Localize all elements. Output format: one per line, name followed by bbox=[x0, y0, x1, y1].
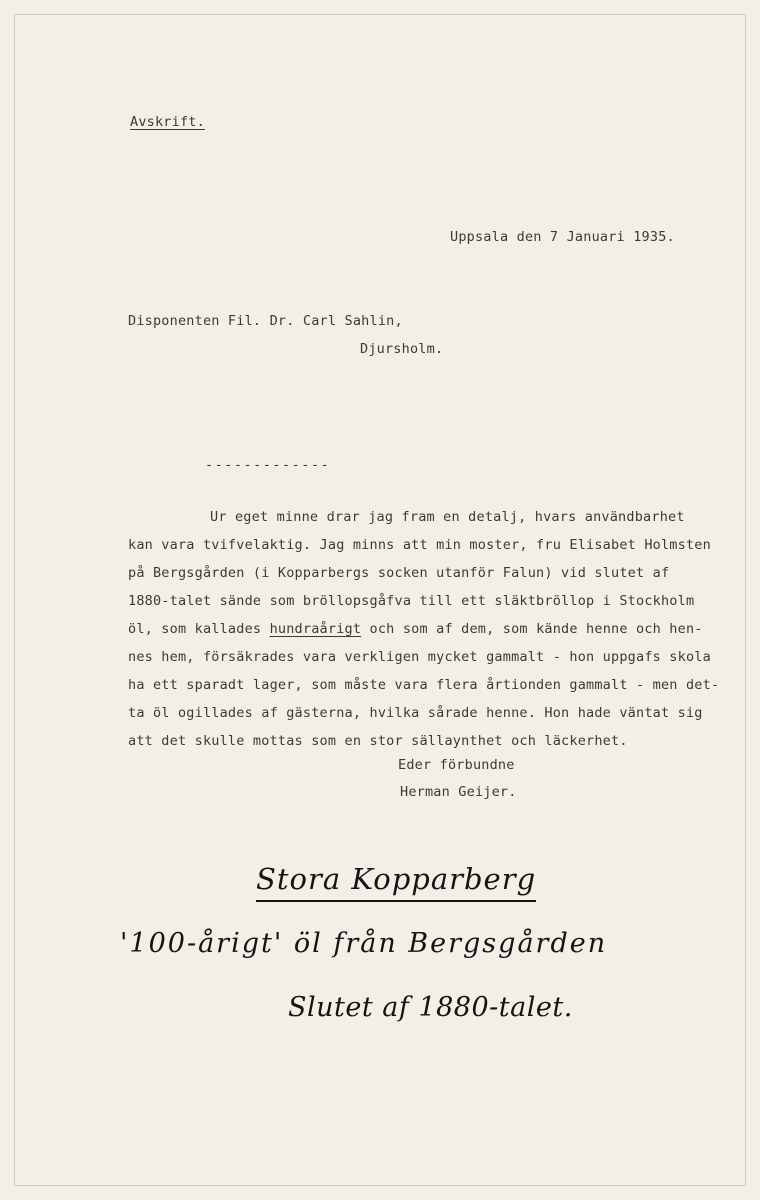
body-line: Ur eget minne drar jag fram en detalj, hvars användbarhet bbox=[210, 509, 685, 525]
body-text: öl, som kallades bbox=[128, 621, 270, 637]
body-line: att det skulle mottas som en stor sällaynthet och läckerhet. bbox=[128, 733, 628, 749]
body-text: och som af dem, som kände henne och hen- bbox=[361, 621, 703, 637]
body-line: ta öl ogillades af gästerna, hvilka sårade henne. Hon hade väntat sig bbox=[128, 705, 703, 721]
addressee: Disponenten Fil. Dr. Carl Sahlin, bbox=[128, 313, 403, 329]
body-line: på Bergsgården (i Kopparbergs socken utanför Falun) vid slutet af bbox=[128, 565, 670, 581]
document-heading: Avskrift. bbox=[130, 114, 205, 130]
addressee-location: Djursholm. bbox=[360, 341, 444, 357]
body-line bbox=[128, 615, 718, 643]
letter-body bbox=[128, 503, 718, 755]
body-line: ha ett sparadt lager, som måste vara flera årtionden gammalt - men det- bbox=[128, 677, 720, 693]
separator-line: ------------- bbox=[205, 457, 331, 473]
underlined-word: hundraårigt bbox=[269, 621, 362, 637]
body-line: nes hem, försäkrades vara verkligen mycket gammalt - hon uppgafs skola bbox=[128, 649, 711, 665]
handwritten-note: '100-årigt' öl från Bergsgården bbox=[120, 928, 608, 959]
body-line: 1880-talet sände som bröllopsgåfva till ett släktbröllop i Stockholm bbox=[128, 593, 695, 609]
place-and-date: Uppsala den 7 Januari 1935. bbox=[450, 229, 675, 245]
handwritten-title: Stora Kopparberg bbox=[256, 862, 536, 902]
closing-phrase: Eder förbundne bbox=[398, 757, 515, 773]
body-line: kan vara tvifvelaktig. Jag minns att min moster, fru Elisabet Holmsten bbox=[128, 537, 711, 553]
typed-signature: Herman Geijer. bbox=[400, 784, 517, 800]
handwritten-note: Slutet af 1880-talet. bbox=[288, 992, 573, 1023]
